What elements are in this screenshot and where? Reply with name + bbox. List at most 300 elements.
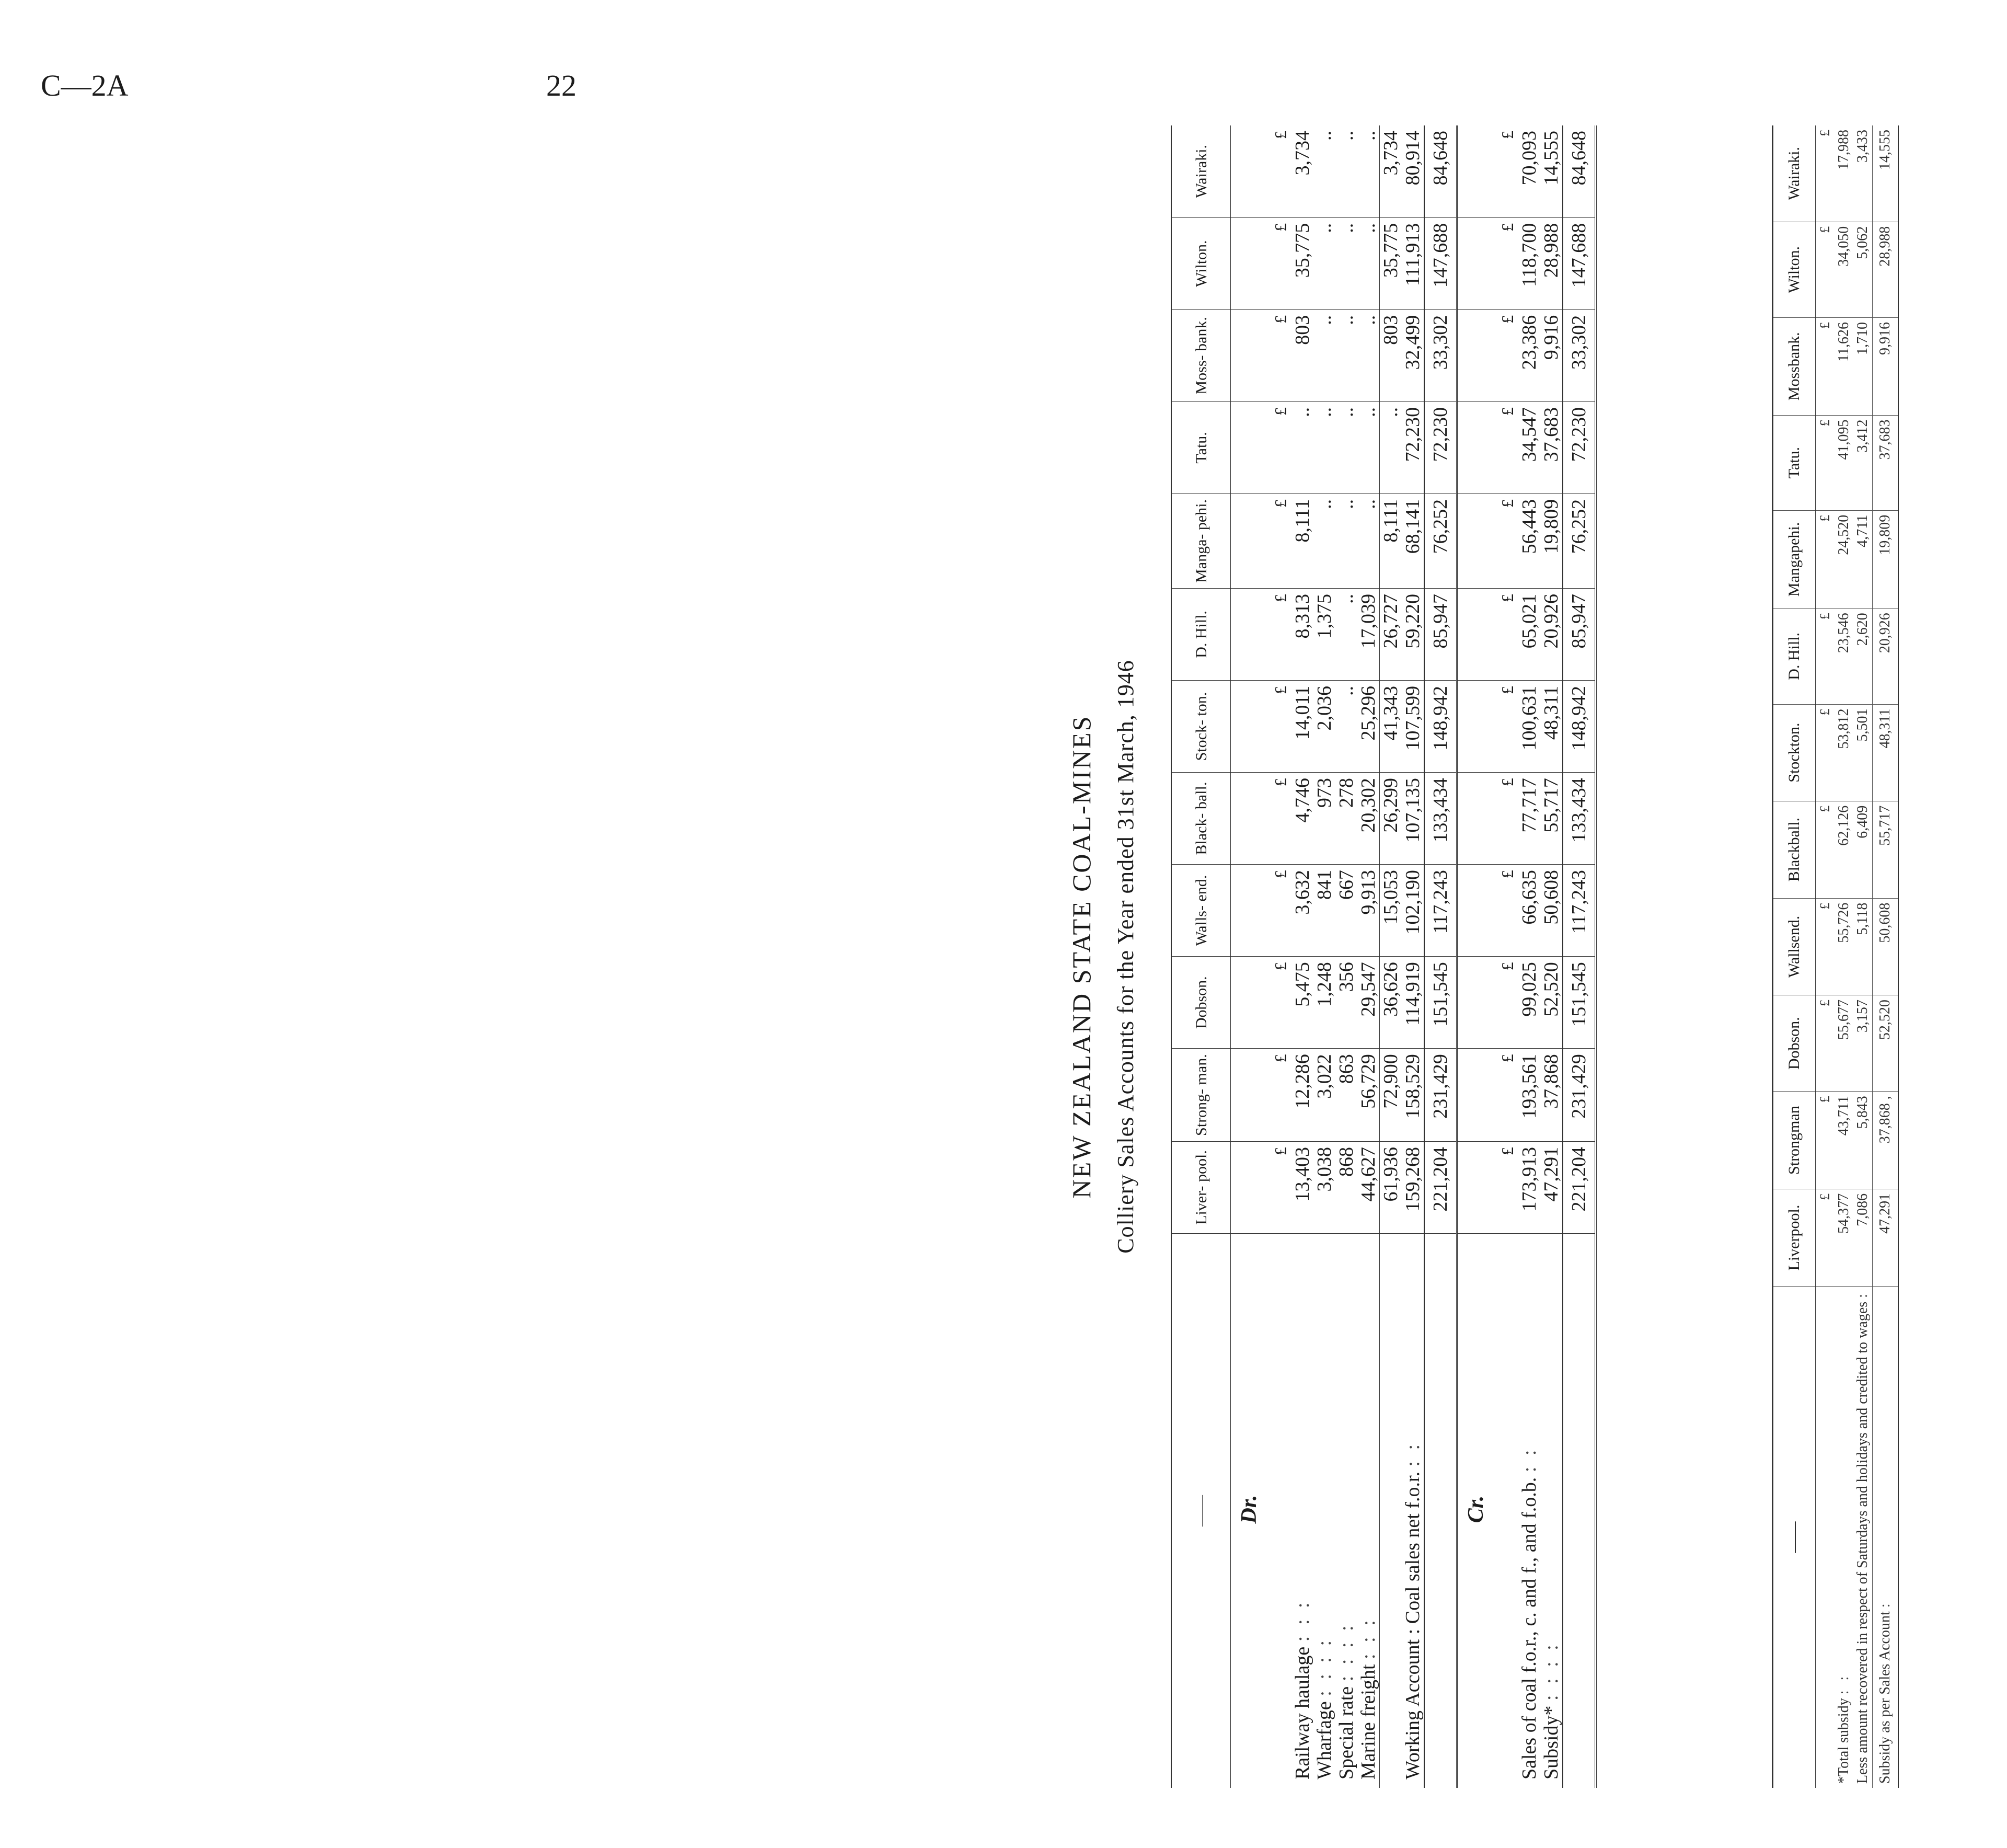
amount-cell: .. [1357, 125, 1380, 217]
column-header: D. Hill. [1171, 588, 1231, 680]
leader-dots: : : : [1357, 1617, 1379, 1659]
cr-total-row [1563, 125, 1596, 1788]
empty-cell [1457, 217, 1487, 309]
amount-cell: 111,913 [1402, 217, 1424, 309]
amount-cell: 19,809 [1873, 510, 1899, 609]
amount-cell: 9,916 [1540, 309, 1563, 401]
amount-cell: 114,919 [1402, 957, 1424, 1049]
amount-cell: 55,726 [1835, 898, 1853, 995]
amount-cell: 41,343 [1380, 681, 1402, 773]
leader-dots: : : [1518, 1447, 1540, 1473]
amount-cell: 99,025 [1518, 957, 1540, 1049]
amount-cell: .. [1313, 401, 1335, 493]
page-subtitle: Colliery Sales Accounts for the Year ended 31st March, 1946 [1113, 660, 1138, 1254]
amount-cell: 3,734 [1291, 125, 1313, 217]
leader-dots: : [1854, 1291, 1871, 1298]
empty-cell [1487, 1234, 1518, 1788]
subsidy-total-label-text: Subsidy as per Sales Account [1877, 1611, 1893, 1784]
amount-cell: 8,111 [1380, 493, 1402, 588]
amount-cell: 20,302 [1357, 773, 1380, 865]
amount-cell: 28,988 [1873, 222, 1899, 317]
empty-cell [1457, 125, 1487, 217]
currency-symbol: £ [1487, 957, 1518, 1049]
currency-symbol: £ [1487, 217, 1518, 309]
amount-cell: 158,529 [1402, 1049, 1424, 1142]
dr-row-label [1291, 1234, 1313, 1788]
amount-cell: .. [1335, 309, 1357, 401]
column-header: Strongman [1773, 1092, 1816, 1189]
amount-cell: 72,900 [1380, 1049, 1402, 1142]
amount-cell: 26,299 [1380, 773, 1402, 865]
column-header: Wairaki. [1773, 125, 1816, 222]
amount-cell: 20,926 [1540, 588, 1563, 680]
dr-row [1291, 125, 1313, 1788]
currency-symbol: £ [1260, 865, 1291, 957]
dr-row-label-text: Special rate [1335, 1686, 1357, 1780]
amount-cell: .. [1291, 401, 1313, 493]
empty-cell [1816, 1287, 1835, 1788]
amount-cell: 70,093 [1518, 125, 1540, 217]
currency-symbol: £ [1816, 415, 1835, 510]
amount-cell: 50,608 [1873, 898, 1899, 995]
currency-symbol: £ [1487, 865, 1518, 957]
column-header: Wilton. [1773, 222, 1816, 317]
amount-cell: .. [1335, 401, 1357, 493]
amount-cell: 28,988 [1540, 217, 1563, 309]
amount-cell: 973 [1313, 773, 1335, 865]
currency-symbol: £ [1487, 401, 1518, 493]
amount-cell: 3,433 [1853, 125, 1873, 222]
empty-cell [1231, 865, 1261, 957]
currency-symbol: £ [1260, 1049, 1291, 1142]
subsidy-total-label [1873, 1287, 1899, 1788]
amount-cell: 1,710 [1853, 317, 1873, 415]
empty-cell [1260, 1234, 1291, 1788]
amount-cell: 17,988 [1835, 125, 1853, 222]
amount-cell: .. [1313, 493, 1335, 588]
dr-row-label-text: Railway haulage [1291, 1646, 1313, 1780]
amount-cell: 76,252 [1563, 493, 1596, 588]
amount-cell: 1,375 [1313, 588, 1335, 680]
currency-row [1260, 125, 1291, 1788]
column-header: Mossbank. [1773, 317, 1816, 415]
currency-symbol: £ [1816, 125, 1835, 222]
column-header: Dobson. [1171, 957, 1231, 1049]
currency-symbol: £ [1260, 588, 1291, 680]
subsidy-row-label [1853, 1287, 1873, 1788]
column-header: Liver- pool. [1171, 1141, 1231, 1233]
amount-cell: 2,620 [1853, 609, 1873, 704]
amount-cell: 55,717 [1540, 773, 1563, 865]
cr-heading-row [1457, 125, 1487, 1788]
amount-cell: 52,520 [1873, 995, 1899, 1092]
currency-symbol: £ [1260, 1141, 1291, 1233]
dr-row-label [1335, 1234, 1357, 1788]
amount-cell: 17,039 [1357, 588, 1380, 680]
column-header: Stockton. [1773, 704, 1816, 801]
subsidy-footnote-table [1772, 125, 1899, 1788]
currency-row [1487, 125, 1518, 1788]
amount-cell: 803 [1380, 309, 1402, 401]
currency-symbol: £ [1816, 898, 1835, 995]
empty-cell [1231, 1049, 1261, 1142]
amount-cell: 12,286 [1291, 1049, 1313, 1142]
amount-cell: 44,627 [1357, 1141, 1380, 1233]
amount-cell: 72,230 [1563, 401, 1596, 493]
currency-symbol: £ [1260, 493, 1291, 588]
amount-cell: 54,377 [1835, 1189, 1853, 1286]
column-header: Wilton. [1171, 217, 1231, 309]
amount-cell: .. [1335, 217, 1357, 309]
dr-row-label [1357, 1234, 1380, 1788]
amount-cell: 85,947 [1563, 588, 1596, 680]
amount-cell: 151,545 [1424, 957, 1457, 1049]
dr-row [1335, 125, 1357, 1788]
amount-cell: 61,936 [1380, 1141, 1402, 1233]
amount-cell: 159,268 [1402, 1141, 1424, 1233]
empty-cell [1231, 773, 1261, 865]
currency-symbol: £ [1816, 801, 1835, 898]
column-header: Stock- ton. [1171, 681, 1231, 773]
amount-cell: 107,599 [1402, 681, 1424, 773]
empty-cell [1457, 401, 1487, 493]
dr-heading: Dr. [1237, 1495, 1261, 1524]
currency-symbol: £ [1260, 681, 1291, 773]
dr-total-row [1424, 125, 1457, 1788]
currency-symbol: £ [1260, 217, 1291, 309]
amount-cell: 48,311 [1873, 704, 1899, 801]
dr-row-label [1313, 1234, 1335, 1788]
empty-cell [1457, 493, 1487, 588]
amount-cell: 5,062 [1853, 222, 1873, 317]
empty-cell [1457, 773, 1487, 865]
subsidy-row [1853, 125, 1873, 1788]
column-header: Moss- bank. [1171, 309, 1231, 401]
amount-cell: .. [1357, 401, 1380, 493]
column-header: Tatu. [1171, 401, 1231, 493]
amount-cell: 2,036 [1313, 681, 1335, 773]
amount-cell: 85,947 [1424, 588, 1457, 680]
currency-symbol: £ [1816, 995, 1835, 1092]
amount-cell: 41,095 [1835, 415, 1853, 510]
cr-row-label-text: Sales of coal f.o.r., c. and f., and f.o.b. [1518, 1477, 1540, 1780]
amount-cell: 65,021 [1518, 588, 1540, 680]
rotated-page [1066, 125, 2007, 1788]
currency-symbol: £ [1816, 1092, 1835, 1189]
amount-cell: .. [1357, 217, 1380, 309]
amount-cell: 72,230 [1424, 401, 1457, 493]
currency-symbol: £ [1260, 401, 1291, 493]
currency-row [1816, 125, 1835, 1788]
currency-symbol: £ [1487, 493, 1518, 588]
amount-cell: 14,555 [1873, 125, 1899, 222]
amount-cell: 3,632 [1291, 865, 1313, 957]
amount-cell: 3,022 [1313, 1049, 1335, 1142]
currency-symbol: £ [1260, 957, 1291, 1049]
currency-symbol: £ [1816, 317, 1835, 415]
amount-cell: 13,403 [1291, 1141, 1313, 1233]
amount-cell: 53,812 [1835, 704, 1853, 801]
amount-cell: 77,717 [1518, 773, 1540, 865]
amount-cell: 29,547 [1357, 957, 1380, 1049]
corner-dash: —— [1773, 1287, 1816, 1788]
leader-dots: : : : : [1335, 1622, 1357, 1682]
amount-cell: .. [1335, 588, 1357, 680]
column-header: Tatu. [1773, 415, 1816, 510]
amount-cell: 6,409 [1853, 801, 1873, 898]
currency-symbol: £ [1487, 1141, 1518, 1233]
currency-symbol: £ [1487, 588, 1518, 680]
amount-cell: 37,868 [1540, 1049, 1563, 1142]
amount-cell: 193,561 [1518, 1049, 1540, 1142]
amount-cell: 55,677 [1835, 995, 1853, 1092]
amount-cell: 66,635 [1518, 865, 1540, 957]
amount-cell: 84,648 [1563, 125, 1596, 217]
amount-cell: 863 [1335, 1049, 1357, 1142]
leader-dots: : : : : [1313, 1637, 1335, 1696]
currency-symbol: £ [1487, 1049, 1518, 1142]
empty-cell [1457, 1141, 1487, 1233]
amount-cell: .. [1313, 125, 1335, 217]
amount-cell: 62,126 [1835, 801, 1853, 898]
empty-cell [1231, 125, 1261, 217]
amount-cell: 47,291 [1540, 1141, 1563, 1233]
amount-cell: 24,520 [1835, 510, 1853, 609]
amount-cell: 133,434 [1424, 773, 1457, 865]
amount-cell: 5,475 [1291, 957, 1313, 1049]
amount-cell: .. [1313, 217, 1335, 309]
empty-cell [1231, 588, 1261, 680]
amount-cell: 151,545 [1563, 957, 1596, 1049]
amount-cell: 56,729 [1357, 1049, 1380, 1142]
amount-cell: 37,683 [1873, 415, 1899, 510]
amount-cell: 117,243 [1563, 865, 1596, 957]
dr-subtotal-row [1380, 125, 1402, 1788]
dr-row [1357, 125, 1380, 1788]
amount-cell: 32,499 [1402, 309, 1424, 401]
empty-cell [1457, 681, 1487, 773]
currency-symbol: £ [1487, 681, 1518, 773]
amount-cell: 34,547 [1518, 401, 1540, 493]
amount-cell: 3,157 [1853, 995, 1873, 1092]
leader-dots: : : : [1291, 1599, 1313, 1642]
empty-cell [1380, 1234, 1402, 1788]
currency-symbol: £ [1816, 704, 1835, 801]
column-header: Black- ball. [1171, 773, 1231, 865]
empty-cell [1457, 1049, 1487, 1142]
amount-cell: 4,711 [1853, 510, 1873, 609]
cr-row [1518, 125, 1540, 1788]
currency-symbol: £ [1487, 125, 1518, 217]
column-header: Wairaki. [1171, 125, 1231, 217]
amount-cell: 25,296 [1357, 681, 1380, 773]
amount-cell: 356 [1335, 957, 1357, 1049]
column-header: Strong- man. [1171, 1049, 1231, 1142]
empty-cell [1457, 865, 1487, 957]
amount-cell: 3,734 [1380, 125, 1402, 217]
subsidy-row-label [1835, 1287, 1853, 1788]
amount-cell: 76,252 [1424, 493, 1457, 588]
cr-row-label-text: Subsidy* [1540, 1705, 1562, 1780]
currency-symbol: £ [1487, 773, 1518, 865]
amount-cell: 9,916 [1873, 317, 1899, 415]
leader-dots: : : [1402, 1441, 1424, 1467]
page-title: NEW ZEALAND STATE COAL-MINES [1067, 715, 1096, 1199]
empty-cell [1457, 588, 1487, 680]
empty-cell [1231, 309, 1261, 401]
leader-dots: : : [1836, 1673, 1852, 1695]
column-header: Walls- end. [1171, 865, 1231, 957]
dr-row-label-text: Marine freight [1357, 1664, 1379, 1780]
cr-heading: Cr. [1464, 1495, 1488, 1523]
amount-cell: 19,809 [1540, 493, 1563, 588]
amount-cell: 43,711 [1835, 1092, 1853, 1189]
empty-cell [1231, 681, 1261, 773]
amount-cell: 868 [1335, 1141, 1357, 1233]
column-header: Blackball. [1773, 801, 1816, 898]
colliery-sales-table [1171, 125, 1597, 1788]
amount-cell: 7,086 [1853, 1189, 1873, 1286]
subsidy-row [1835, 125, 1853, 1788]
working-account-row-label-text: Working Account : Coal sales net f.o.r. [1402, 1472, 1424, 1780]
amount-cell: 4,746 [1291, 773, 1313, 865]
empty-cell [1457, 957, 1487, 1049]
amount-cell: 50,608 [1540, 865, 1563, 957]
amount-cell: 3,412 [1853, 415, 1873, 510]
amount-cell: 9,913 [1357, 865, 1380, 957]
empty-cell [1457, 309, 1487, 401]
amount-cell: .. [1335, 681, 1357, 773]
amount-cell: 148,942 [1563, 681, 1596, 773]
empty-cell [1231, 493, 1261, 588]
amount-cell: 56,443 [1518, 493, 1540, 588]
amount-cell: 147,688 [1563, 217, 1596, 309]
amount-cell: 55,717 [1873, 801, 1899, 898]
amount-cell: 35,775 [1291, 217, 1313, 309]
amount-cell: 5,501 [1853, 704, 1873, 801]
subsidy-row-label-text: *Total subsidy [1836, 1698, 1852, 1784]
amount-cell: 118,700 [1518, 217, 1540, 309]
amount-cell: .. [1313, 309, 1335, 401]
amount-cell: 34,050 [1835, 222, 1853, 317]
amount-cell: 26,727 [1380, 588, 1402, 680]
subsidy-total-row [1873, 125, 1899, 1788]
empty-cell [1231, 1141, 1261, 1233]
amount-cell: 48,311 [1540, 681, 1563, 773]
amount-cell: 841 [1313, 865, 1335, 957]
column-header: Liverpool. [1773, 1189, 1816, 1286]
amount-cell: 14,011 [1291, 681, 1313, 773]
amount-cell: 100,631 [1518, 681, 1540, 773]
leader-dots: : : : : [1540, 1642, 1562, 1701]
amount-cell: 84,648 [1424, 125, 1457, 217]
column-header: Manga- pehi. [1171, 493, 1231, 588]
amount-cell: 52,520 [1540, 957, 1563, 1049]
cr-row-label [1540, 1234, 1563, 1788]
amount-cell: .. [1335, 493, 1357, 588]
amount-cell: 231,429 [1563, 1049, 1596, 1142]
amount-cell: 37,868 , [1873, 1092, 1899, 1189]
amount-cell: 102,190 [1402, 865, 1424, 957]
amount-cell: 147,688 [1424, 217, 1457, 309]
amount-cell: .. [1357, 309, 1380, 401]
currency-symbol: £ [1816, 510, 1835, 609]
amount-cell: 148,942 [1424, 681, 1457, 773]
amount-cell: 278 [1335, 773, 1357, 865]
amount-cell: 5,843 [1853, 1092, 1873, 1189]
cr-row-label [1518, 1234, 1540, 1788]
amount-cell: 11,626 [1835, 317, 1853, 415]
amount-cell: 59,220 [1402, 588, 1424, 680]
amount-cell: 803 [1291, 309, 1313, 401]
amount-cell: 221,204 [1563, 1141, 1596, 1233]
empty-cell [1424, 1234, 1457, 1788]
amount-cell: 8,313 [1291, 588, 1313, 680]
amount-cell: 35,775 [1380, 217, 1402, 309]
amount-cell: .. [1335, 125, 1357, 217]
subsidy-row-label-text: Less amount recovered in respect of Saturdays and holidays and credited to wages [1854, 1301, 1871, 1784]
amount-cell: 117,243 [1424, 865, 1457, 957]
amount-cell: 133,434 [1563, 773, 1596, 865]
leader-dots: : [1877, 1600, 1893, 1608]
working-account-row [1402, 125, 1424, 1788]
currency-symbol: £ [1260, 309, 1291, 401]
currency-symbol: £ [1816, 222, 1835, 317]
currency-symbol: £ [1260, 773, 1291, 865]
amount-cell: 667 [1335, 865, 1357, 957]
amount-cell: 14,555 [1540, 125, 1563, 217]
amount-cell: 5,118 [1853, 898, 1873, 995]
column-header: Mangapehi. [1773, 510, 1816, 609]
amount-cell: 20,926 [1873, 609, 1899, 704]
amount-cell: 80,914 [1402, 125, 1424, 217]
amount-cell: 33,302 [1424, 309, 1457, 401]
currency-symbol: £ [1487, 309, 1518, 401]
empty-cell [1231, 217, 1261, 309]
dr-row-label-text: Wharfage [1313, 1701, 1335, 1780]
amount-cell: 3,038 [1313, 1141, 1335, 1233]
empty-cell [1231, 957, 1261, 1049]
dr-row [1313, 125, 1335, 1788]
amount-cell: 221,204 [1424, 1141, 1457, 1233]
currency-symbol: £ [1816, 1189, 1835, 1286]
working-account-row-label [1402, 1234, 1424, 1788]
cr-row [1540, 125, 1563, 1788]
empty-cell [1563, 1234, 1596, 1788]
page-number: 22 [546, 68, 576, 102]
amount-cell: 107,135 [1402, 773, 1424, 865]
amount-cell: 47,291 [1873, 1189, 1899, 1286]
amount-cell: 72,230 [1402, 401, 1424, 493]
corner-dash: —— [1171, 1234, 1231, 1788]
amount-cell: 173,913 [1518, 1141, 1540, 1233]
amount-cell: 23,386 [1518, 309, 1540, 401]
column-header: Dobson. [1773, 995, 1816, 1092]
amount-cell: .. [1380, 401, 1402, 493]
amount-cell: 68,141 [1402, 493, 1424, 588]
currency-symbol: £ [1816, 609, 1835, 704]
amount-cell: 23,546 [1835, 609, 1853, 704]
dr-heading-row [1231, 125, 1261, 1788]
column-header: Wallsend. [1773, 898, 1816, 995]
column-header: D. Hill. [1773, 609, 1816, 704]
amount-cell: 37,683 [1540, 401, 1563, 493]
amount-cell: .. [1357, 493, 1380, 588]
empty-cell [1231, 401, 1261, 493]
amount-cell: 231,429 [1424, 1049, 1457, 1142]
amount-cell: 15,053 [1380, 865, 1402, 957]
report-code: C—2A [41, 68, 129, 102]
